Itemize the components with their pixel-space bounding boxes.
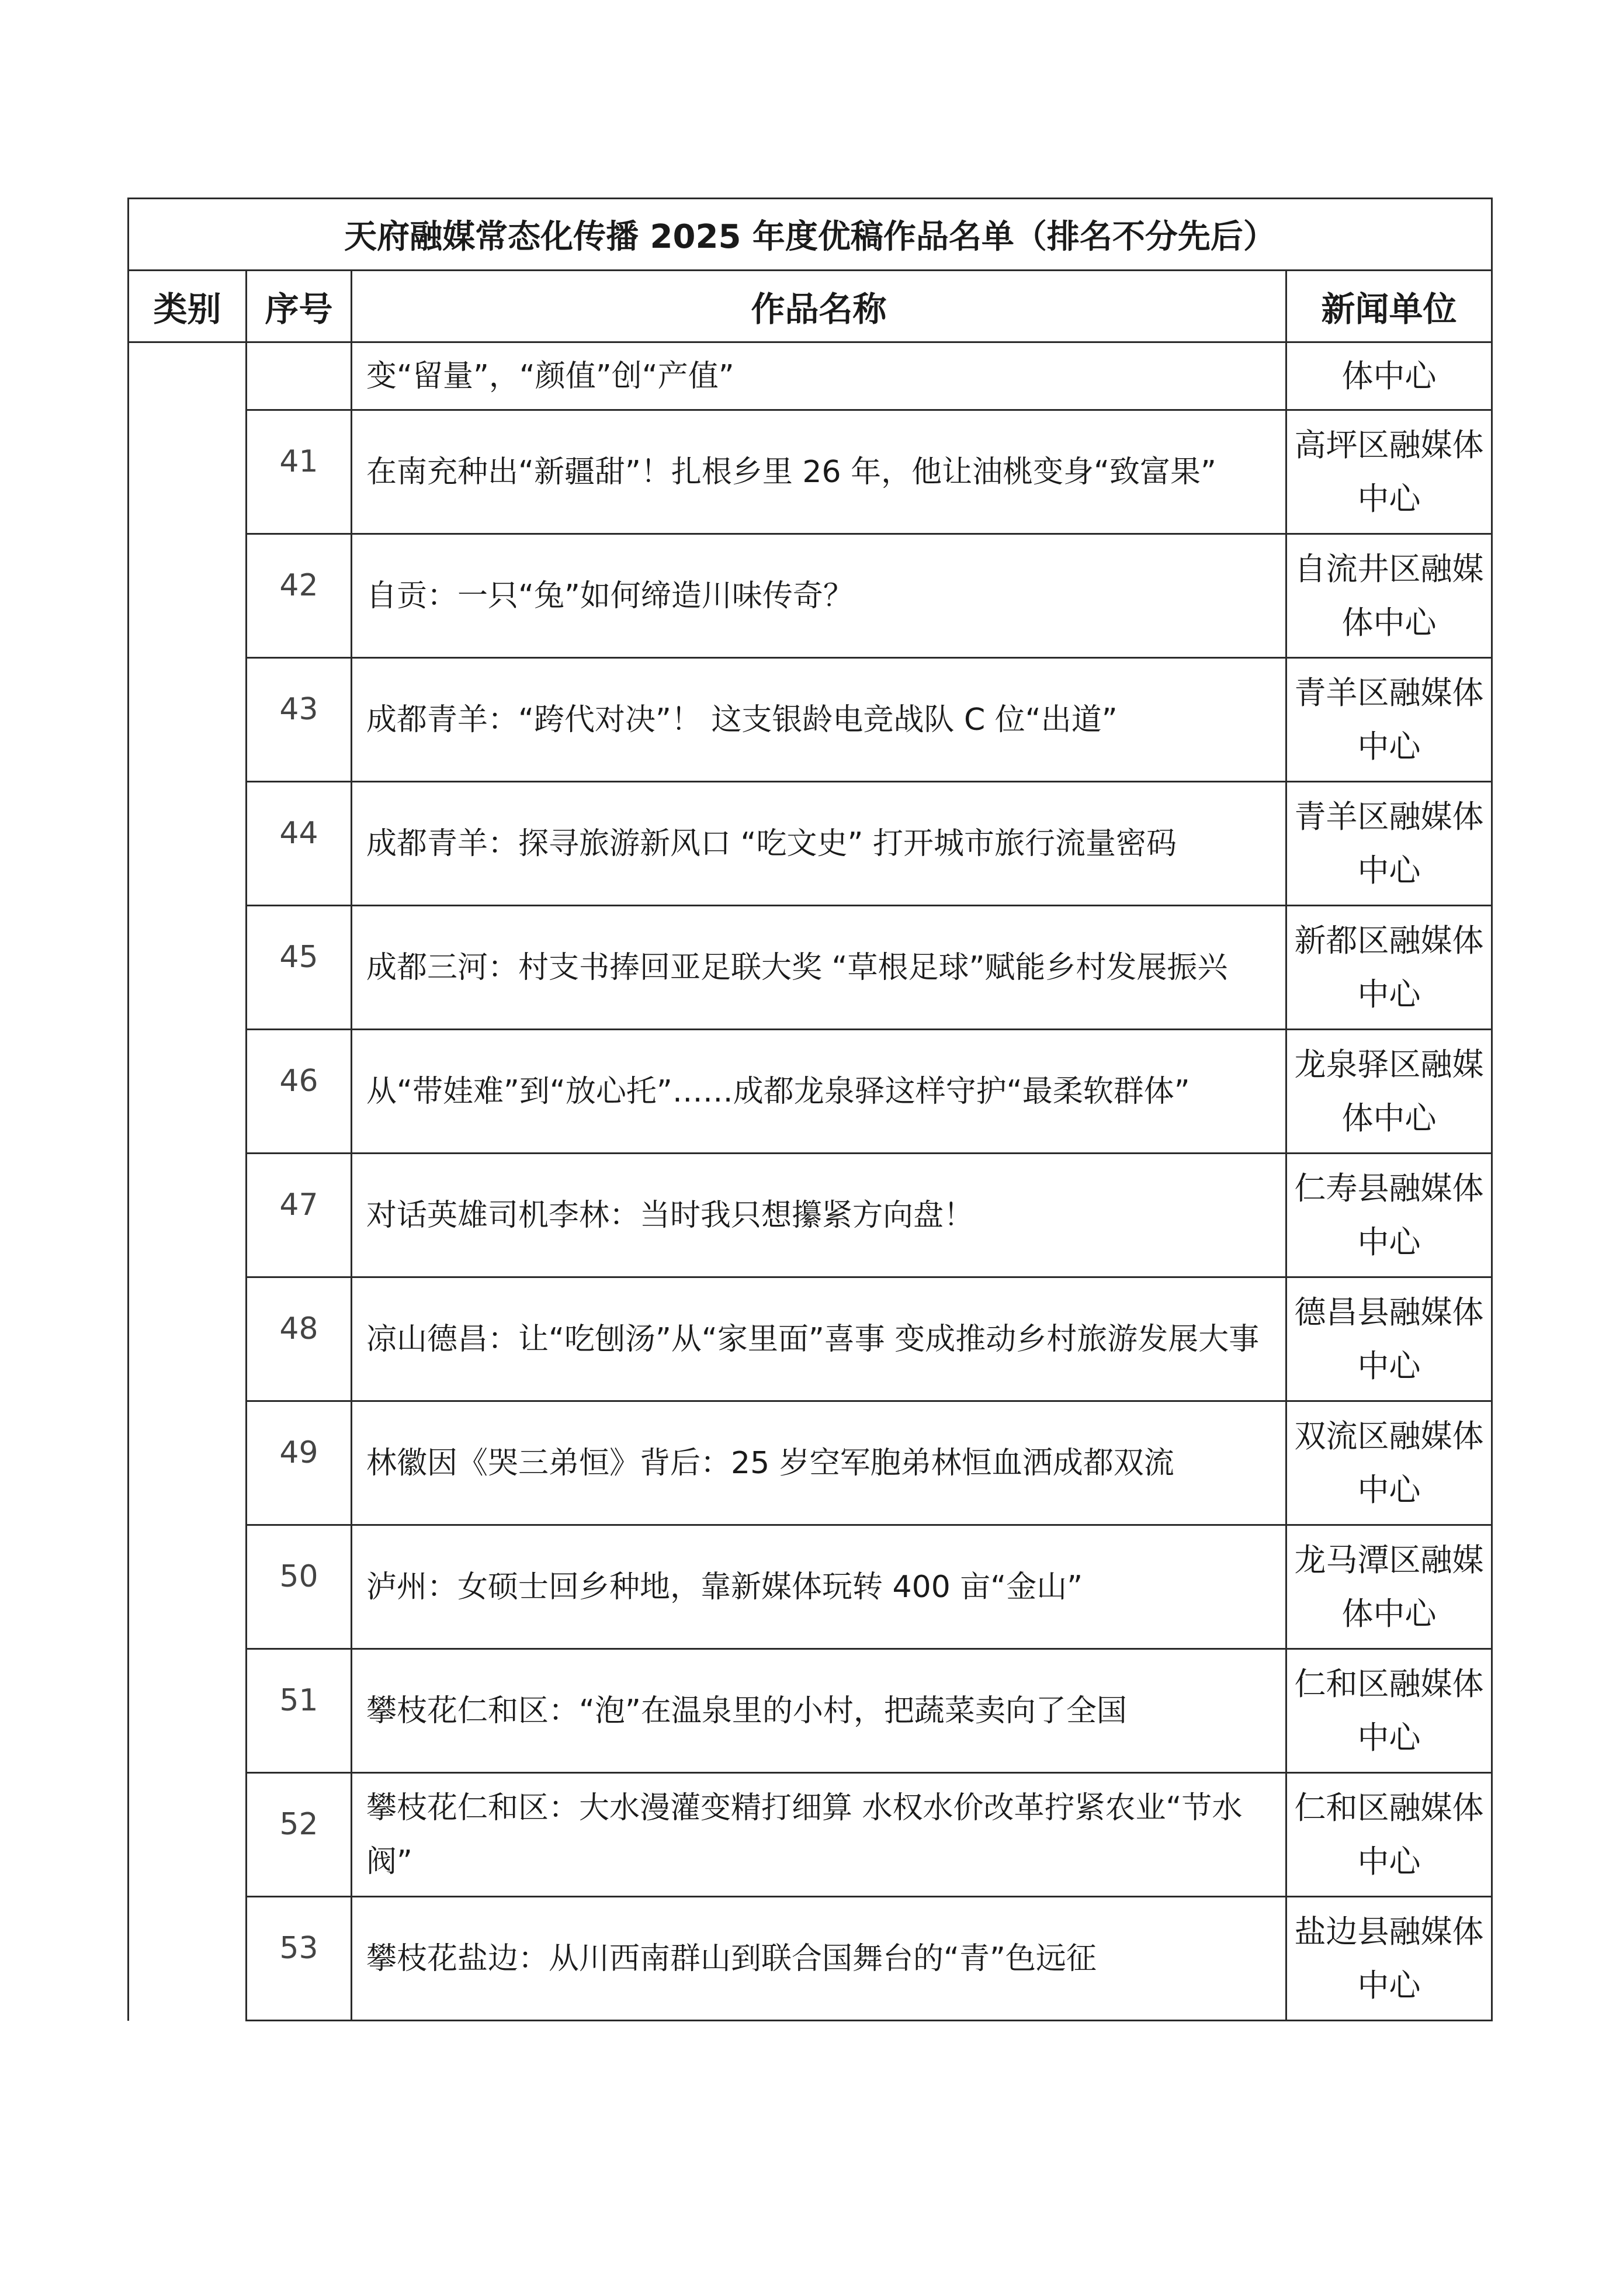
- work-name: 成都青羊：探寻旅游新风口 “吃文史” 打开城市旅行流量密码: [352, 782, 1286, 906]
- work-name: 成都青羊：“跨代对决”！ 这支银龄电竞战队 C 位“出道”: [352, 658, 1286, 782]
- row-number: 53: [247, 1897, 352, 2021]
- table-row: [129, 1897, 1492, 2021]
- news-unit: 龙马潭区融媒体中心: [1286, 1525, 1492, 1649]
- work-name: 变“留量”，“颜值”创“产值”: [352, 342, 1286, 410]
- table-body: [129, 342, 1492, 2021]
- row-number: 44: [247, 782, 352, 906]
- news-unit: 龙泉驿区融媒体中心: [1286, 1030, 1492, 1154]
- table-row: [129, 1401, 1492, 1525]
- header-unit: 新闻单位: [1286, 271, 1492, 342]
- row-number: 47: [247, 1154, 352, 1277]
- row-number: 49: [247, 1401, 352, 1525]
- table-row: [129, 1154, 1492, 1277]
- news-unit: 青羊区融媒体中心: [1286, 658, 1492, 782]
- work-name: 对话英雄司机李林：当时我只想攥紧方向盘！: [352, 1154, 1286, 1277]
- table-row: [129, 1277, 1492, 1401]
- table-row: [129, 1525, 1492, 1649]
- work-name: 攀枝花仁和区：“泡”在温泉里的小村，把蔬菜卖向了全国: [352, 1649, 1286, 1773]
- table-row: [129, 534, 1492, 658]
- news-unit: 高坪区融媒体中心: [1286, 410, 1492, 534]
- news-unit: 仁寿县融媒体中心: [1286, 1154, 1492, 1277]
- row-number: 48: [247, 1277, 352, 1401]
- table-row: [129, 410, 1492, 534]
- news-unit: 仁和区融媒体中心: [1286, 1773, 1492, 1897]
- row-number: 41: [247, 410, 352, 534]
- table-row: [129, 342, 1492, 410]
- row-number: 50: [247, 1525, 352, 1649]
- works-table: [127, 198, 1493, 2021]
- work-name: 成都三河：村支书捧回亚足联大奖 “草根足球”赋能乡村发展振兴: [352, 906, 1286, 1030]
- row-number: 43: [247, 658, 352, 782]
- row-number: 52: [247, 1773, 352, 1897]
- work-name: 泸州：女硕士回乡种地，靠新媒体玩转 400 亩“金山”: [352, 1525, 1286, 1649]
- news-unit: 盐边县融媒体中心: [1286, 1897, 1492, 2021]
- news-unit: 体中心: [1286, 342, 1492, 410]
- table-row: [129, 782, 1492, 906]
- news-unit: 青羊区融媒体中心: [1286, 782, 1492, 906]
- row-number: [247, 342, 352, 410]
- work-name: 凉山德昌：让“吃刨汤”从“家里面”喜事 变成推动乡村旅游发展大事: [352, 1277, 1286, 1401]
- work-name: 自贡：一只“兔”如何缔造川味传奇？: [352, 534, 1286, 658]
- table-row: [129, 658, 1492, 782]
- work-name: 从“带娃难”到“放心托”……成都龙泉驿这样守护“最柔软群体”: [352, 1030, 1286, 1154]
- news-unit: 仁和区融媒体中心: [1286, 1649, 1492, 1773]
- news-unit: 自流井区融媒体中心: [1286, 534, 1492, 658]
- header-category: 类别: [129, 271, 247, 342]
- news-unit: 新都区融媒体中心: [1286, 906, 1492, 1030]
- table-row: [129, 1649, 1492, 1773]
- header-index: 序号: [247, 271, 352, 342]
- row-number: 51: [247, 1649, 352, 1773]
- news-unit: 德昌县融媒体中心: [1286, 1277, 1492, 1401]
- work-name: 攀枝花仁和区：大水漫灌变精打细算 水权水价改革拧紧农业“节水阀”: [352, 1773, 1286, 1897]
- row-number: 42: [247, 534, 352, 658]
- row-number: 46: [247, 1030, 352, 1154]
- category-cell: [129, 342, 247, 2021]
- work-name: 林徽因《哭三弟恒》背后：25 岁空军胞弟林恒血洒成都双流: [352, 1401, 1286, 1525]
- table-row: [129, 906, 1492, 1030]
- table-row: [129, 1030, 1492, 1154]
- news-unit: 双流区融媒体中心: [1286, 1401, 1492, 1525]
- header-work-name: 作品名称: [352, 271, 1286, 342]
- row-number: 45: [247, 906, 352, 1030]
- table-row: [129, 1773, 1492, 1897]
- work-name: 攀枝花盐边：从川西南群山到联合国舞台的“青”色远征: [352, 1897, 1286, 2021]
- table-title: 天府融媒常态化传播 2025 年度优稿作品名单（排名不分先后）: [129, 199, 1492, 271]
- work-name: 在南充种出“新疆甜”！扎根乡里 26 年，他让油桃变身“致富果”: [352, 410, 1286, 534]
